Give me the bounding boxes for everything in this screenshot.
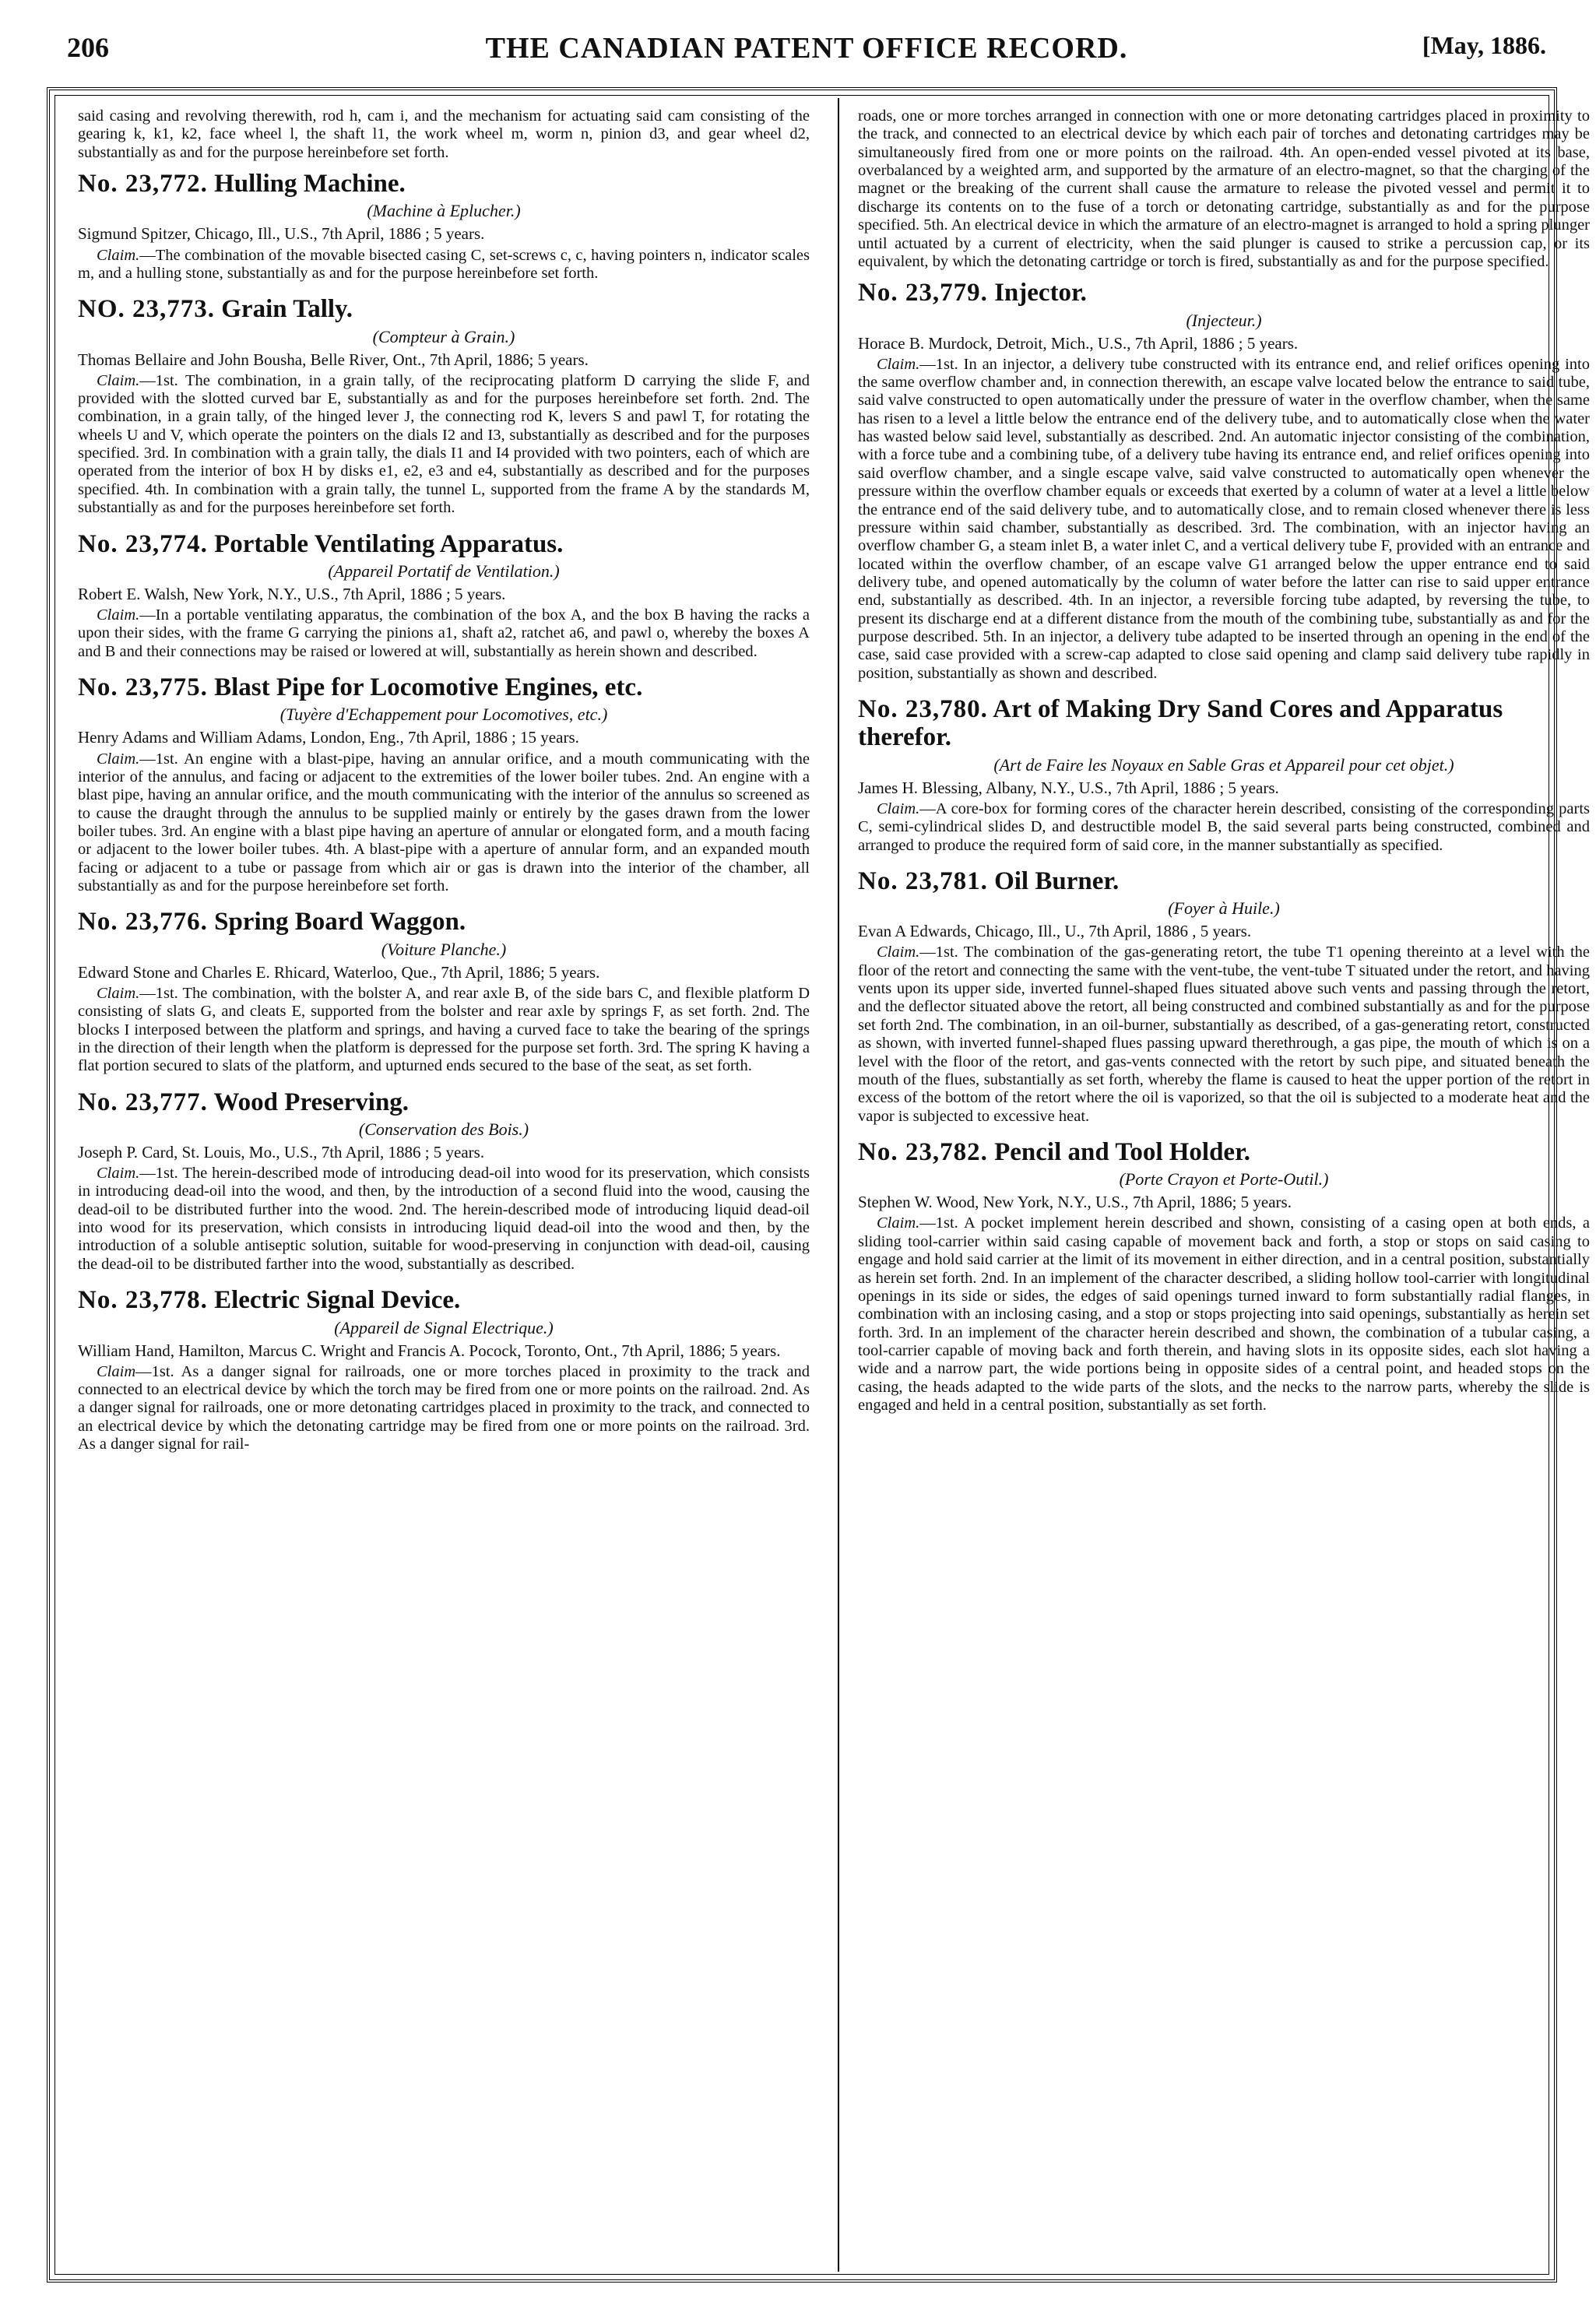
patent-heading — [858, 695, 1590, 752]
right-column — [858, 107, 1590, 2264]
patent-title: Electric Signal Device. — [214, 1286, 461, 1315]
claim-label: Claim. — [877, 355, 920, 373]
claim-label: Claim. — [97, 984, 140, 1002]
patent-title: Oil Burner. — [994, 866, 1120, 895]
inventor-line: William Hand, Hamilton, Marcus C. Wright and Francis A. Pocock, Toronto, Ont., 7th April, 1886; 5 years. — [78, 1341, 781, 1360]
claim-body: —1st. A pocket implement herein described and shown, consisting of a casing open at both ends, a sliding tool-carrier within said casing capable of movement back and forth, a stop or stops on said casing to engage and hold said carrier at the limit of its movement in either direction, and in a central position, substantially as herein set forth. 2nd. In an implement of the character described, a sliding hollow tool-carrier with longitudinal openings in its side or sides, the edges of said openings turned inward to form substantially radial flanges, in combination with an inclosing casing, and a stop or stops projecting into said openings, substantially as herein set forth. 3rd. In an implement of the character herein described and shown, the combination of a tubular casing, a tool-carrier capable of moving back and forth therein, and having slots in its opposite sides, each slot having a wide and a narrow part, the wide portions being in opposite sides of a central point, and headed stops on the casing, the heads adapted to the wide parts of the slots, and the necks to the narrow parts, whereby the slide is engaged and held in a central position, substantially as set forth. — [858, 1214, 1590, 1415]
claim-text — [858, 1214, 1590, 1415]
patent-entry — [78, 295, 810, 517]
column-divider — [838, 98, 839, 2272]
patent-heading — [78, 1286, 810, 1314]
inventor-line: Horace B. Murdock, Detroit, Mich., U.S., 7th April, 1886 ; 5 years. — [858, 333, 1299, 353]
inventor-line: Joseph P. Card, St. Louis, Mo., U.S., 7th April, 1886 ; 5 years. — [78, 1142, 485, 1162]
patent-title: Spring Board Waggon. — [214, 908, 466, 937]
claim-label: Claim. — [877, 944, 920, 961]
claim-label: Claim. — [877, 800, 920, 817]
patent-title: Hulling Machine. — [214, 170, 406, 199]
claim-body: —In a portable ventilating apparatus, the combination of the box A, and the box B having the racks a upon their sides, with the frame G carrying the pinions a1, shaft a2, ratchet a6, and pawl o, whereby the boxes A and B and their connections may be raised or lowered at will, substantially as herein shown and described. — [78, 606, 810, 660]
patent-number: No. 23,775. — [78, 673, 208, 702]
claim-label: Claim. — [877, 1214, 920, 1232]
french-title: (Injecteur.) — [1186, 310, 1262, 330]
french-title: (Compteur à Grain.) — [372, 326, 515, 346]
claim-label: Claim — [97, 1362, 136, 1380]
french-title: (Porte Crayon et Porte-Outil.) — [1119, 1169, 1329, 1190]
patent-heading — [858, 279, 1590, 307]
patent-number: No. 23,781. — [858, 866, 988, 895]
french-title: (Appareil Portatif de Ventilation.) — [328, 561, 560, 581]
page-number: 206 — [67, 32, 109, 63]
claim-body: —1st. The combination, with the bolster A, and rear axle B, of the side bars C, and flexible platform D consisting of slats G, and cleats E, supported from the bolster and rear axle by springs F, as set forth. 2nd. The blocks I interposed between the platform and springs, and having a curved face to take the bearing of the springs in the direction of their length when the platform is depressed for the purpose set forth. 3rd. The spring K having a flat portion secured to slats of the platform, and upturned ends secured to the base of the seat, as set forth. — [78, 984, 810, 1075]
patent-heading — [78, 170, 810, 198]
inventor-line: Robert E. Walsh, New York, N.Y., U.S., 7th April, 1886 ; 5 years. — [78, 584, 506, 603]
patent-title: Wood Preserving. — [213, 1088, 410, 1116]
patent-title: Injector. — [994, 279, 1087, 308]
patent-title: Art of Making Dry Sand Cores and Apparatus therefor. — [858, 695, 1503, 752]
french-title: (Tuyère d'Echappement pour Locomotives, etc.) — [279, 705, 608, 725]
french-title: (Voiture Planche.) — [381, 939, 507, 959]
claim-text — [78, 247, 810, 283]
patent-title: Grain Tally. — [221, 295, 353, 324]
patent-entry — [78, 1088, 810, 1274]
patent-entry — [78, 170, 810, 283]
patent-heading — [78, 1088, 810, 1116]
claim-text — [78, 606, 810, 661]
patent-entry — [78, 673, 810, 895]
claim-label: Claim. — [97, 1165, 140, 1183]
claim-body: —1st. In an injector, a delivery tube constructed with its entrance end, and relief orifices opening into the same overflow chamber and, in connection therewith, an escape valve located below the entrance to said tube, said valve constructed to open automatically under the pressure of water in the overflow chamber, when the same has risen to a level a little below the entrance end of the delivery tube, and to automatically close when the water has wasted below said level, substantially as described. 2nd. An automatic injector consisting of the combination, with a force tube and a combining tube, of a delivery tube having its entrance end, and relief orifices opening into said overflow chamber, and a single escape valve, said valve constructed to automatically open whenever the pressure within the overflow chamber equals or exceeds that exerted by a column of water at a level a little below the entrance end of the said delivery tube, and to automatically close, and to remain closed whenever there is less pressure within said chamber, substantially as described. 3rd. The combination, with an injector having an overflow chamber G, a steam inlet B, a water inlet C, and a vertical delivery tube F, provided with an entrance and located within the overflow chamber, of an escape valve G1 arranged below the upper entrance end to said delivery tube, and opened automatically by the column of water before the latter can rise to said upper entrance end, substantially as described. 4th. In an injector, a reversible forcing tube adapted, by reversing the tube, to present its discharge end at a different distance from the mouth of the combining tube, substantially as and for the purpose described. 5th. In an injector, a delivery tube adapted to be inserted through an opening in the end of the case, said case provided with a screw-cap adapted to close said opening and clamp said delivery tube rapidly in position, substantially as shown and described. — [858, 355, 1590, 682]
patent-number: No. 23,778. — [78, 1286, 208, 1315]
patent-number: No. 23,777. — [78, 1088, 208, 1116]
patent-heading — [78, 908, 810, 936]
left-column — [78, 107, 810, 2264]
claim-text — [858, 800, 1590, 855]
french-title: (Appareil de Signal Electrique.) — [334, 1317, 554, 1337]
claim-label: Claim. — [97, 750, 140, 768]
patent-number: No. 23,779. — [858, 279, 988, 308]
patent-number: No. 23,772. — [78, 170, 208, 199]
inventor-line: Sigmund Spitzer, Chicago, Ill., U.S., 7th April, 1886 ; 5 years. — [78, 224, 485, 244]
claim-text — [858, 356, 1590, 683]
inventor-line: Edward Stone and Charles E. Rhicard, Waterloo, Que., 7th April, 1886; 5 years. — [78, 962, 600, 982]
patent-number: NO. 23,773. — [78, 295, 215, 324]
claim-text — [78, 985, 810, 1076]
patent-title: Blast Pipe for Locomotive Engines, etc. — [214, 673, 643, 702]
french-title: (Machine à Eplucher.) — [367, 201, 521, 221]
inventor-line: James H. Blessing, Albany, N.Y., U.S., 7th April, 1886 ; 5 years. — [858, 778, 1279, 797]
claim-text — [78, 1165, 810, 1274]
claim-text — [78, 372, 810, 518]
claim-label: Claim. — [97, 371, 140, 389]
claim-text — [78, 750, 810, 896]
french-title: (Foyer à Huile.) — [1168, 898, 1280, 919]
patent-heading — [858, 1138, 1590, 1166]
claim-text — [78, 1363, 810, 1454]
claim-body: —1st. As a danger signal for railroads, one or more torches placed in proximity to the track and connected to an electrical device by which the torch may be fired from one or more points on the railroad. 2nd. As a danger signal for railroads, one or more detonating cartridges placed in proximity to the track, and connected to an electrical device by which the detonating cartridge may be fired from one or more points on the railroad. 3rd. As a danger signal for rail- — [78, 1362, 810, 1453]
patent-entry — [858, 279, 1590, 683]
claim-text — [858, 944, 1590, 1126]
patent-entry — [858, 695, 1590, 855]
inventor-line: Stephen W. Wood, New York, N.Y., U.S., 7th April, 1886; 5 years. — [858, 1193, 1292, 1212]
claim-body: —1st. The herein-described mode of introducing dead-oil into wood for its preservation, which consists in introducing dead-oil into the wood, and then, by the introduction of a second fluid into the wood, causing the dead-oil to be distributed further into the wood. 2nd. The herein-described mode of introducing liquid dead-oil into wood for its preservation, which consists in introducing liquid dead-oil into the wood and then, by the introduction of a soluble antiseptic solution, suitable for wood-preserving in conjunction with dead-oil, causing the dead-oil to be distributed farther into the wood, substantially as described. — [78, 1165, 810, 1273]
patent-entry — [858, 867, 1590, 1126]
patent-heading — [858, 867, 1590, 895]
patent-heading — [78, 673, 810, 701]
patent-number: No. 23,782. — [858, 1137, 988, 1166]
french-title: (Art de Faire les Noyaux en Sable Gras et Appareil pour cet objet.) — [993, 754, 1454, 775]
patent-number: No. 23,776. — [78, 908, 208, 937]
patent-heading — [78, 295, 810, 323]
patent-number: No. 23,780. — [858, 695, 988, 724]
inventor-line: Thomas Bellaire and John Bousha, Belle River, Ont., 7th April, 1886; 5 years. — [78, 350, 589, 369]
patent-entry — [858, 1138, 1590, 1415]
page-header — [67, 31, 1546, 72]
french-title: (Conservation des Bois.) — [358, 1119, 529, 1139]
page-frame — [47, 87, 1590, 2283]
claim-body: —A core-box for forming cores of the character herein described, consisting of the corresponding parts C, semi-cylindrical slides D, and destructible model B, the said several parts being constructed, combined and arranged to produce the required form of said core, in the manner substantially as specified. — [858, 800, 1590, 854]
patent-heading — [78, 530, 810, 558]
claim-label: Claim. — [97, 606, 140, 624]
patent-number: No. 23,774. — [78, 529, 208, 558]
claim-label: Claim. — [97, 246, 140, 264]
publication-title: THE CANADIAN PATENT OFFICE RECORD. — [485, 32, 1128, 65]
inventor-line: Evan A Edwards, Chicago, Ill., U., 7th April, 1886 , 5 years. — [858, 922, 1252, 941]
claim-body: —1st. The combination, in a grain tally, of the reciprocating platform D carrying the slide F, and provided with the slotted curved bar E, substantially as and for the purposes hereinbefore set forth. 2nd. The combination, in a grain tally, of the hinged lever J, the connecting rod K, levers S and pawl T, for rotating the wheels U and V, which operate the pointers on the dials I2 and I3, substantially as described and for the purposes specified. 3rd. In combination with a grain tally, the dials I1 and I4 provided with two pointers, each of which are operated from the interior of box H by disks e1, e2, e3 and e4, substantially as described and for the purposes specified. 4th. In combination with a grain tally, the tunnel L, supported from the frame A by the standards M, substantially as and for the purposes hereinbefore set forth. — [78, 371, 810, 517]
patent-title: Pencil and Tool Holder. — [994, 1137, 1250, 1166]
issue-date: [May, 1886. — [1422, 31, 1546, 59]
patent-entry — [78, 1286, 810, 1453]
patent-title: Portable Ventilating Apparatus. — [214, 529, 564, 558]
claim-body: —1st. An engine with a blast-pipe, having an annular orifice, and a mouth communicating with the interior of the annulus, and facing or adjacent to the extremities of the lower boiler tubes. 2nd. An engine with a blast pipe, having an annular orifice, and the mouth communicating with the interior of the annulus so screened as to cause the draught through the annulus to be supplied mainly or entirely by the gases drawn from the lower boiler tubes. 3rd. An engine with a blast pipe having an aperture of annular or elongated form, and a mouth facing or adjacent to the lower boiler tubes. 4th. A blast-pipe with a aperture of annular form, and an expanded mouth facing or adjacent to a tube or passage from which air or gas is drawn into the interior of the chamber, all substantially as and for the purpose hereinbefore set forth. — [78, 750, 810, 895]
claim-body: —1st. The combination of the gas-generating retort, the tube T1 opening thereinto at a level with the floor of the retort and connecting the same with the vent-tube, the vent-tube T situated under the retort, and having vents upon its upper side, inverted funnel-shaped flues situated above such vents and passing through the retort, and the deflector situated above the retort, all being constructed and combined substantially as and for the purpose set forth 2nd. The combination, in an oil-burner, substantially as described, of a gas-generating retort, constructed as shown, with inverted funnel-shaped flues passing upward therethrough, a gas pipe, the mouth of which is on a level with the floor of the retort, and gas-vents connected with the retort by such pipe, and situated beneath the mouth of the flues, substantially as set forth, whereby the flame is caused to heat the upper portion of the retort in excess of the bottom of the retort where the oil is vaporized, so that the oil is subjected to a moderate heat and the vapor is subjected to excessive heat. — [858, 944, 1590, 1125]
continuation-text: roads, one or more torches arranged in connection with one or more detonating cartridges placed in proximity to the track, and connected to an electrical device by which each pair of torches and detonating cartridges may be simultaneously fired from one or more points on the railroad. 4th. An open-ended vessel pivoted at its base, overbalanced by a weighted arm, and supported by the armature of an electro-magnet, so that the charging of the magnet or the breaking of the current shall cause the armature to release the pivoted vessel and permit it to discharge its contents on to the fuse of a torch or detonating cartridge, substantially as and for the purpose specified. 5th. An electrical device in which the armature of an electro-magnet is arranged to hold a spring plunger until actuated by a current of electricity, when the said plunger is caused to strike a percussion cap, or its equivalent, by which the detonating cartridge or torch is fired, substantially as and for the purpose specified. — [858, 107, 1590, 270]
patent-entry — [78, 908, 810, 1075]
continuation-text: said casing and revolving therewith, rod h, cam i, and the mechanism for actuating said cam consisting of the gearing k, k1, k2, face wheel l, the shaft l1, the work wheel m, worm n, pinion d3, and gear wheel d2, substantially as and for the purpose hereinbefore set forth. — [78, 107, 810, 161]
patent-entry — [78, 530, 810, 662]
inventor-line: Henry Adams and William Adams, London, Eng., 7th April, 1886 ; 15 years. — [78, 728, 579, 747]
claim-body: —The combination of the movable bisected casing C, set-screws c, c, having pointers n, indicator scales m, and a hulling stone, substantially as and for the purpose hereinbefore set forth. — [78, 246, 810, 282]
